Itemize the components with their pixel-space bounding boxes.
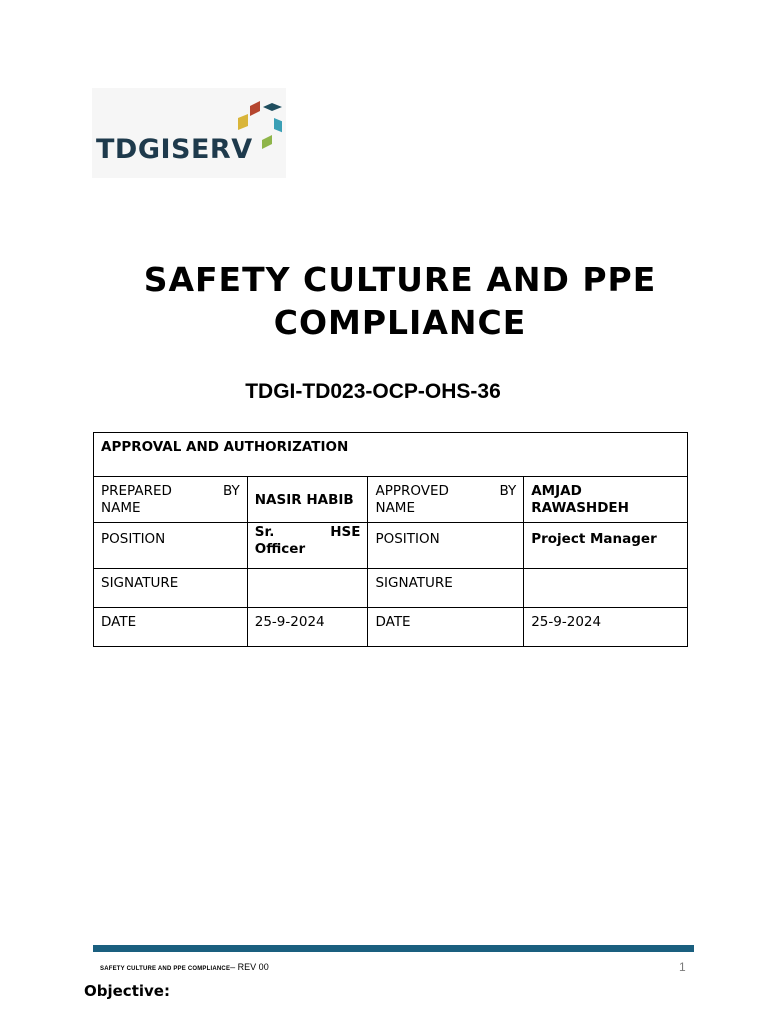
prepared-position-value [247, 523, 368, 569]
page-number: 1 [679, 960, 686, 974]
title-line-1: SAFETY CULTURE AND PPE [143, 260, 657, 299]
table-row [94, 569, 688, 608]
value-text: Officer [254, 541, 306, 557]
position-label: POSITION [94, 523, 248, 569]
value-text: Sr. [254, 524, 275, 540]
label-text: APPROVED [375, 483, 449, 499]
footer-divider [93, 945, 694, 952]
footer-doc-label [100, 962, 269, 972]
approved-date-value: 25-9-2024 [524, 608, 688, 647]
prepared-signature-cell [247, 569, 368, 608]
approved-signature-cell [524, 569, 688, 608]
approval-table [93, 432, 688, 647]
label-text: BY [499, 483, 517, 499]
document-title [0, 258, 768, 344]
prepared-by-value: NASIR HABIB [247, 477, 368, 523]
logo-wordmark: TDGISERV [96, 134, 253, 165]
table-row [94, 608, 688, 647]
value-line: RAWASHDEH [531, 500, 629, 516]
signature-label: SIGNATURE [94, 569, 248, 608]
approved-by-label [368, 477, 524, 523]
date-label: DATE [94, 608, 248, 647]
table-row [94, 523, 688, 569]
value-line: AMJAD [531, 483, 582, 499]
footer-doc-name: SAFETY CULTURE AND PPE COMPLIANCE [100, 966, 231, 972]
document-code: TDGI-TD023-OCP-OHS-36 [245, 380, 501, 403]
approved-position-value: Project Manager [524, 523, 688, 569]
label-text: NAME [375, 500, 415, 516]
table-row [94, 477, 688, 523]
label-text: NAME [101, 500, 141, 516]
date-label: DATE [368, 608, 524, 647]
prepared-by-label [94, 477, 248, 523]
label-text: BY [222, 483, 240, 499]
footer-rev: – REV 00 [230, 962, 269, 972]
approved-by-value [524, 477, 688, 523]
approval-header: APPROVAL AND AUTHORIZATION [94, 433, 688, 477]
table-row [94, 433, 688, 477]
objective-heading: Objective: [84, 982, 170, 1000]
prepared-date-value: 25-9-2024 [247, 608, 368, 647]
title-line-2: COMPLIANCE [273, 303, 527, 342]
position-label: POSITION [368, 523, 524, 569]
value-text: HSE [330, 524, 361, 540]
signature-label: SIGNATURE [368, 569, 524, 608]
label-text: PREPARED [101, 483, 172, 499]
company-logo [92, 88, 286, 178]
